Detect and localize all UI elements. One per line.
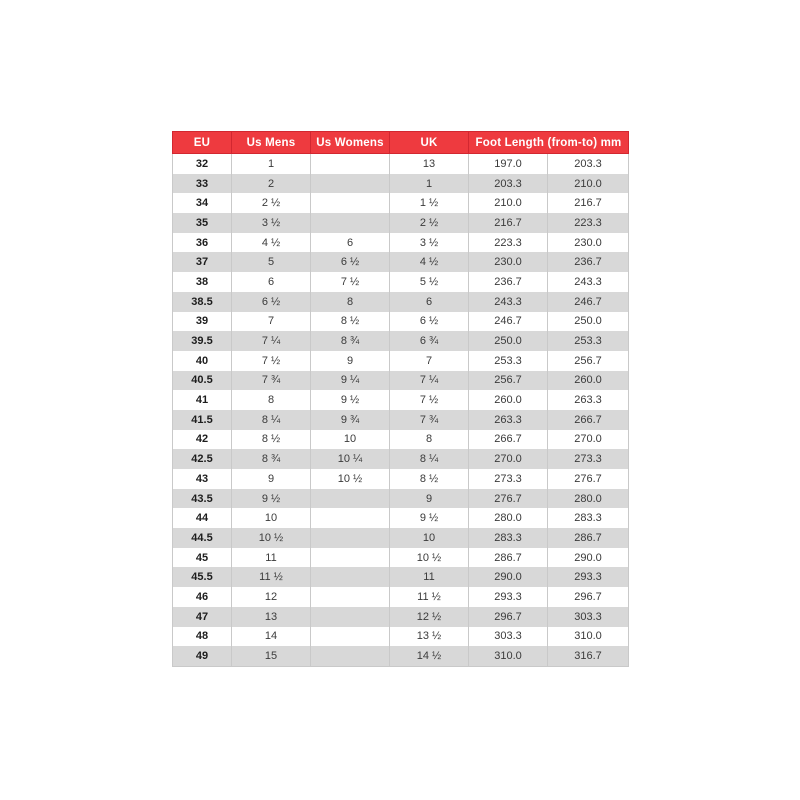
cell-eu: 46 bbox=[173, 587, 232, 607]
cell-uk: 6 ¾ bbox=[390, 331, 469, 351]
cell-eu: 36 bbox=[173, 233, 232, 253]
table-row bbox=[173, 371, 629, 391]
cell-uk: 8 bbox=[390, 430, 469, 450]
cell-foot-from: 263.3 bbox=[469, 410, 548, 430]
cell-eu: 39 bbox=[173, 312, 232, 332]
cell-us-womens bbox=[311, 627, 390, 647]
cell-us-mens: 9 bbox=[232, 469, 311, 489]
table-row bbox=[173, 489, 629, 509]
cell-uk: 11 bbox=[390, 567, 469, 587]
cell-foot-from: 197.0 bbox=[469, 154, 548, 174]
cell-uk: 2 ½ bbox=[390, 213, 469, 233]
cell-us-womens bbox=[311, 567, 390, 587]
cell-uk: 8 ¼ bbox=[390, 449, 469, 469]
cell-us-mens: 1 bbox=[232, 154, 311, 174]
cell-foot-to: 260.0 bbox=[548, 371, 629, 391]
cell-us-womens: 9 ½ bbox=[311, 390, 390, 410]
size-table-body bbox=[173, 154, 629, 667]
table-row bbox=[173, 174, 629, 194]
cell-eu: 49 bbox=[173, 646, 232, 666]
cell-eu: 44 bbox=[173, 508, 232, 528]
cell-uk: 14 ½ bbox=[390, 646, 469, 666]
cell-foot-from: 243.3 bbox=[469, 292, 548, 312]
header-eu: EU bbox=[173, 132, 232, 154]
cell-foot-from: 273.3 bbox=[469, 469, 548, 489]
cell-us-mens: 9 ½ bbox=[232, 489, 311, 509]
cell-eu: 32 bbox=[173, 154, 232, 174]
table-row bbox=[173, 469, 629, 489]
cell-eu: 40 bbox=[173, 351, 232, 371]
cell-uk: 7 bbox=[390, 351, 469, 371]
cell-foot-from: 223.3 bbox=[469, 233, 548, 253]
table-row bbox=[173, 449, 629, 469]
cell-foot-from: 293.3 bbox=[469, 587, 548, 607]
cell-eu: 38.5 bbox=[173, 292, 232, 312]
cell-us-womens: 9 ¾ bbox=[311, 410, 390, 430]
table-row bbox=[173, 646, 629, 666]
cell-us-womens: 9 bbox=[311, 351, 390, 371]
cell-foot-from: 216.7 bbox=[469, 213, 548, 233]
cell-us-womens bbox=[311, 193, 390, 213]
cell-eu: 39.5 bbox=[173, 331, 232, 351]
cell-foot-to: 310.0 bbox=[548, 627, 629, 647]
table-row bbox=[173, 410, 629, 430]
cell-uk: 1 bbox=[390, 174, 469, 194]
cell-foot-from: 236.7 bbox=[469, 272, 548, 292]
cell-us-womens bbox=[311, 587, 390, 607]
cell-us-mens: 12 bbox=[232, 587, 311, 607]
cell-us-womens: 9 ¼ bbox=[311, 371, 390, 391]
cell-foot-from: 280.0 bbox=[469, 508, 548, 528]
cell-foot-to: 246.7 bbox=[548, 292, 629, 312]
cell-foot-to: 283.3 bbox=[548, 508, 629, 528]
cell-foot-to: 203.3 bbox=[548, 154, 629, 174]
cell-us-mens: 10 bbox=[232, 508, 311, 528]
cell-foot-to: 210.0 bbox=[548, 174, 629, 194]
cell-us-mens: 8 ½ bbox=[232, 430, 311, 450]
cell-eu: 45 bbox=[173, 548, 232, 568]
table-row bbox=[173, 312, 629, 332]
cell-us-mens: 4 ½ bbox=[232, 233, 311, 253]
cell-uk: 13 bbox=[390, 154, 469, 174]
cell-us-womens: 8 bbox=[311, 292, 390, 312]
cell-eu: 48 bbox=[173, 627, 232, 647]
cell-eu: 33 bbox=[173, 174, 232, 194]
cell-foot-to: 290.0 bbox=[548, 548, 629, 568]
cell-us-womens bbox=[311, 213, 390, 233]
table-row bbox=[173, 351, 629, 371]
table-row bbox=[173, 233, 629, 253]
cell-us-womens bbox=[311, 508, 390, 528]
cell-uk: 11 ½ bbox=[390, 587, 469, 607]
cell-eu: 43.5 bbox=[173, 489, 232, 509]
cell-foot-to: 316.7 bbox=[548, 646, 629, 666]
cell-eu: 42 bbox=[173, 430, 232, 450]
size-chart-table bbox=[172, 131, 629, 667]
cell-uk: 5 ½ bbox=[390, 272, 469, 292]
table-row bbox=[173, 213, 629, 233]
cell-uk: 6 ½ bbox=[390, 312, 469, 332]
header-uk: UK bbox=[390, 132, 469, 154]
cell-foot-from: 296.7 bbox=[469, 607, 548, 627]
cell-us-mens: 10 ½ bbox=[232, 528, 311, 548]
cell-foot-to: 243.3 bbox=[548, 272, 629, 292]
cell-eu: 38 bbox=[173, 272, 232, 292]
cell-us-mens: 13 bbox=[232, 607, 311, 627]
cell-foot-from: 250.0 bbox=[469, 331, 548, 351]
cell-foot-to: 293.3 bbox=[548, 567, 629, 587]
cell-foot-to: 236.7 bbox=[548, 252, 629, 272]
cell-us-mens: 15 bbox=[232, 646, 311, 666]
cell-eu: 41.5 bbox=[173, 410, 232, 430]
size-chart-container bbox=[172, 131, 629, 667]
cell-foot-from: 246.7 bbox=[469, 312, 548, 332]
table-row bbox=[173, 430, 629, 450]
cell-eu: 45.5 bbox=[173, 567, 232, 587]
cell-us-womens: 10 ¼ bbox=[311, 449, 390, 469]
table-row bbox=[173, 587, 629, 607]
cell-uk: 7 ¼ bbox=[390, 371, 469, 391]
cell-uk: 1 ½ bbox=[390, 193, 469, 213]
table-row bbox=[173, 292, 629, 312]
cell-eu: 34 bbox=[173, 193, 232, 213]
cell-us-mens: 7 ¼ bbox=[232, 331, 311, 351]
table-row bbox=[173, 567, 629, 587]
cell-us-womens: 8 ¾ bbox=[311, 331, 390, 351]
table-row bbox=[173, 252, 629, 272]
cell-foot-from: 256.7 bbox=[469, 371, 548, 391]
cell-uk: 3 ½ bbox=[390, 233, 469, 253]
cell-us-womens bbox=[311, 548, 390, 568]
cell-eu: 41 bbox=[173, 390, 232, 410]
cell-us-womens: 10 bbox=[311, 430, 390, 450]
cell-us-mens: 2 bbox=[232, 174, 311, 194]
cell-uk: 6 bbox=[390, 292, 469, 312]
cell-us-mens: 14 bbox=[232, 627, 311, 647]
cell-foot-to: 256.7 bbox=[548, 351, 629, 371]
cell-eu: 35 bbox=[173, 213, 232, 233]
cell-us-mens: 6 ½ bbox=[232, 292, 311, 312]
table-row bbox=[173, 627, 629, 647]
cell-foot-to: 250.0 bbox=[548, 312, 629, 332]
cell-us-mens: 3 ½ bbox=[232, 213, 311, 233]
cell-us-womens bbox=[311, 646, 390, 666]
table-row bbox=[173, 508, 629, 528]
table-row bbox=[173, 548, 629, 568]
cell-uk: 12 ½ bbox=[390, 607, 469, 627]
cell-us-womens bbox=[311, 174, 390, 194]
cell-foot-from: 286.7 bbox=[469, 548, 548, 568]
cell-foot-from: 253.3 bbox=[469, 351, 548, 371]
table-row bbox=[173, 193, 629, 213]
cell-us-mens: 6 bbox=[232, 272, 311, 292]
cell-foot-to: 263.3 bbox=[548, 390, 629, 410]
cell-us-mens: 11 bbox=[232, 548, 311, 568]
cell-uk: 10 ½ bbox=[390, 548, 469, 568]
cell-foot-to: 223.3 bbox=[548, 213, 629, 233]
table-header-row bbox=[173, 132, 629, 154]
cell-foot-to: 253.3 bbox=[548, 331, 629, 351]
cell-eu: 47 bbox=[173, 607, 232, 627]
cell-us-womens: 10 ½ bbox=[311, 469, 390, 489]
cell-eu: 40.5 bbox=[173, 371, 232, 391]
cell-foot-from: 303.3 bbox=[469, 627, 548, 647]
cell-foot-to: 296.7 bbox=[548, 587, 629, 607]
header-us-mens: Us Mens bbox=[232, 132, 311, 154]
cell-foot-to: 270.0 bbox=[548, 430, 629, 450]
cell-us-womens bbox=[311, 489, 390, 509]
cell-foot-from: 276.7 bbox=[469, 489, 548, 509]
table-row bbox=[173, 607, 629, 627]
cell-uk: 4 ½ bbox=[390, 252, 469, 272]
cell-uk: 9 ½ bbox=[390, 508, 469, 528]
cell-us-womens: 8 ½ bbox=[311, 312, 390, 332]
cell-uk: 9 bbox=[390, 489, 469, 509]
cell-foot-from: 310.0 bbox=[469, 646, 548, 666]
cell-uk: 10 bbox=[390, 528, 469, 548]
cell-us-womens bbox=[311, 528, 390, 548]
cell-eu: 42.5 bbox=[173, 449, 232, 469]
table-row bbox=[173, 154, 629, 174]
cell-foot-from: 266.7 bbox=[469, 430, 548, 450]
cell-us-mens: 2 ½ bbox=[232, 193, 311, 213]
cell-us-mens: 8 bbox=[232, 390, 311, 410]
table-row bbox=[173, 528, 629, 548]
cell-foot-to: 266.7 bbox=[548, 410, 629, 430]
cell-us-mens: 7 ¾ bbox=[232, 371, 311, 391]
table-row bbox=[173, 272, 629, 292]
cell-eu: 43 bbox=[173, 469, 232, 489]
cell-us-womens bbox=[311, 154, 390, 174]
cell-foot-to: 273.3 bbox=[548, 449, 629, 469]
cell-uk: 13 ½ bbox=[390, 627, 469, 647]
cell-eu: 44.5 bbox=[173, 528, 232, 548]
header-us-womens: Us Womens bbox=[311, 132, 390, 154]
cell-us-mens: 5 bbox=[232, 252, 311, 272]
cell-foot-from: 283.3 bbox=[469, 528, 548, 548]
cell-foot-to: 303.3 bbox=[548, 607, 629, 627]
cell-foot-from: 270.0 bbox=[469, 449, 548, 469]
cell-foot-to: 276.7 bbox=[548, 469, 629, 489]
cell-us-mens: 8 ¼ bbox=[232, 410, 311, 430]
cell-foot-from: 210.0 bbox=[469, 193, 548, 213]
table-row bbox=[173, 390, 629, 410]
cell-foot-to: 216.7 bbox=[548, 193, 629, 213]
cell-us-mens: 8 ¾ bbox=[232, 449, 311, 469]
cell-foot-to: 230.0 bbox=[548, 233, 629, 253]
cell-uk: 8 ½ bbox=[390, 469, 469, 489]
cell-foot-from: 230.0 bbox=[469, 252, 548, 272]
cell-us-womens: 7 ½ bbox=[311, 272, 390, 292]
cell-us-mens: 11 ½ bbox=[232, 567, 311, 587]
cell-us-womens: 6 bbox=[311, 233, 390, 253]
cell-eu: 37 bbox=[173, 252, 232, 272]
cell-us-mens: 7 ½ bbox=[232, 351, 311, 371]
cell-us-womens bbox=[311, 607, 390, 627]
cell-uk: 7 ¾ bbox=[390, 410, 469, 430]
cell-foot-to: 280.0 bbox=[548, 489, 629, 509]
cell-foot-from: 260.0 bbox=[469, 390, 548, 410]
cell-foot-from: 290.0 bbox=[469, 567, 548, 587]
cell-us-mens: 7 bbox=[232, 312, 311, 332]
table-row bbox=[173, 331, 629, 351]
cell-foot-from: 203.3 bbox=[469, 174, 548, 194]
cell-uk: 7 ½ bbox=[390, 390, 469, 410]
header-foot-length: Foot Length (from-to) mm bbox=[469, 132, 629, 154]
cell-foot-to: 286.7 bbox=[548, 528, 629, 548]
cell-us-womens: 6 ½ bbox=[311, 252, 390, 272]
